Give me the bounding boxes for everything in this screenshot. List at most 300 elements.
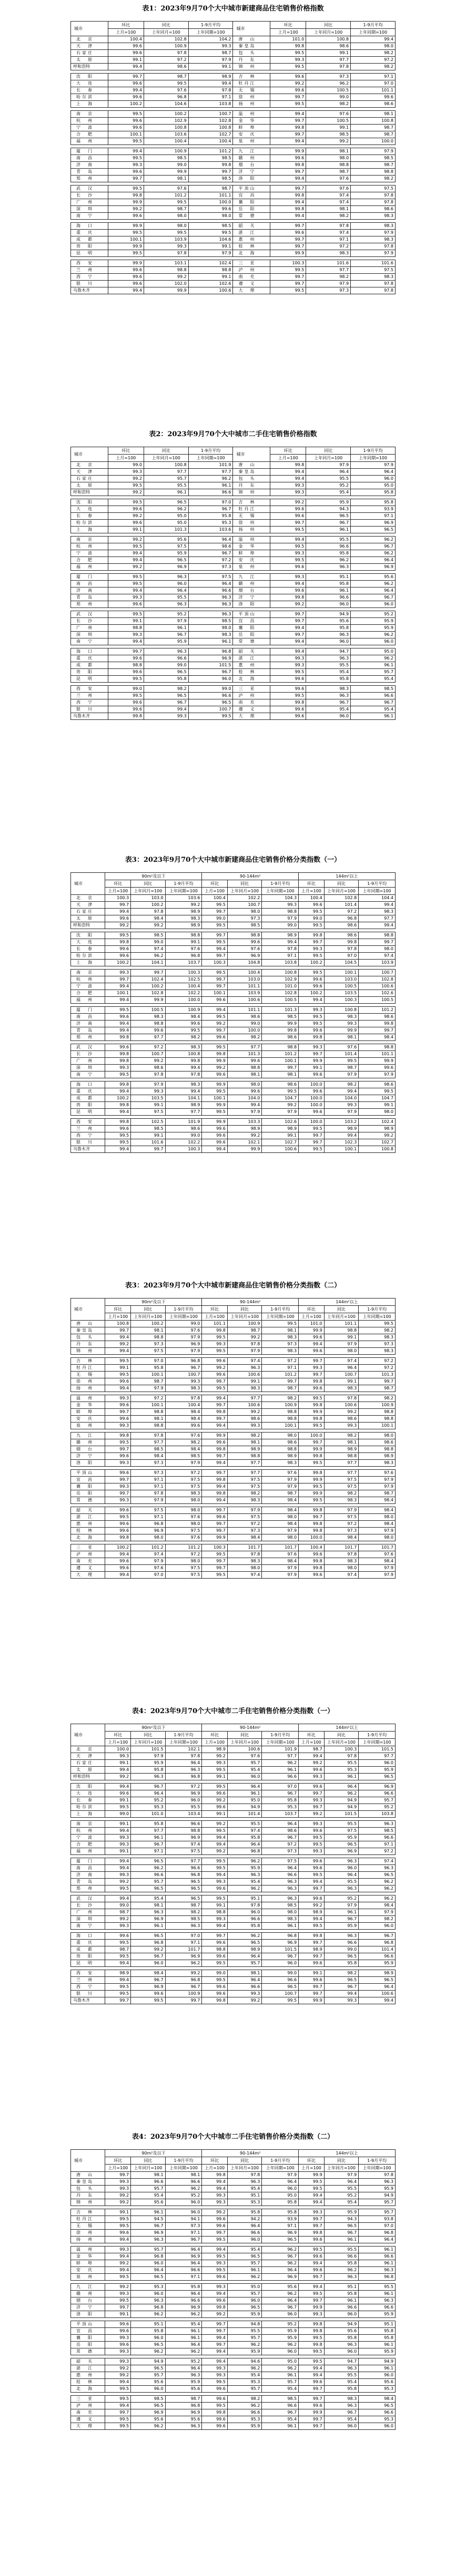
value-cell: 99.3	[299, 1797, 325, 1804]
value-cell: 99.9	[299, 1409, 325, 1416]
value-cell: 98.6	[306, 43, 351, 50]
table-row	[71, 1953, 396, 1960]
value-cell: 99.3	[105, 2247, 131, 2253]
value-cell: 99.8	[105, 1051, 131, 1058]
table-row	[71, 581, 396, 588]
city-cell: 九 江	[71, 1433, 105, 1439]
value-cell: 96.7	[188, 550, 233, 557]
value-cell: 99.1	[105, 1848, 131, 1855]
value-cell: 99.7	[270, 223, 306, 230]
value-cell: 96.5	[131, 2365, 165, 2372]
value-cell: 97.8	[324, 1395, 358, 1402]
value-cell: 96.4	[165, 2247, 202, 2253]
value-cell: 98.0	[131, 1534, 165, 1541]
value-cell: 99.3	[270, 574, 306, 581]
value-cell: 101.7	[262, 1544, 299, 1551]
value-cell: 99.5	[105, 1007, 131, 1014]
value-cell: 99.4	[359, 1997, 396, 2004]
value-cell: 96.6	[359, 2304, 396, 2311]
value-cell: 97.9	[131, 1497, 165, 1504]
value-cell: 96.3	[227, 1872, 261, 1879]
value-cell: 99.4	[202, 1872, 228, 1879]
value-cell: 97.4	[227, 1358, 261, 1365]
value-cell: 94.7	[306, 648, 351, 655]
value-cell: 100.8	[324, 1007, 358, 1014]
value-cell: 95.4	[324, 2379, 358, 2386]
city-cell: 北 海	[233, 250, 270, 257]
table-row	[71, 2192, 396, 2199]
value-cell: 95.1	[359, 2321, 396, 2328]
city-cell: 沈 阳	[71, 1784, 105, 1790]
value-cell: 99.7	[270, 632, 306, 638]
value-cell: 99.5	[270, 557, 306, 564]
value-cell: 98.8	[227, 1065, 261, 1071]
value-cell: 98.4	[262, 1521, 299, 1528]
city-cell: 烟 台	[71, 2297, 105, 2304]
value-cell: 103.5	[131, 1095, 165, 1102]
city-cell: 广 州	[71, 1909, 105, 1916]
city-cell: 宁 波	[71, 1835, 105, 1841]
value-cell: 99.5	[144, 230, 188, 236]
column-group-header-g2: 90-144m²	[202, 873, 299, 880]
value-cell: 100.3	[270, 260, 306, 267]
value-cell: 97.7	[131, 1828, 165, 1835]
value-cell: 99.4	[202, 1841, 228, 1848]
value-cell: 96.0	[351, 638, 396, 645]
value-cell: 99.6	[270, 155, 306, 162]
value-cell: 99.2	[202, 1753, 228, 1760]
city-cell: 秦皇岛	[71, 1327, 105, 1334]
value-cell: 96.2	[324, 1790, 358, 1797]
table-row	[71, 1490, 396, 1497]
value-cell: 98.4	[262, 1558, 299, 1565]
value-cell: 100.4	[108, 36, 144, 43]
value-cell: 99.6	[299, 1334, 325, 1341]
column-header-city: 城市	[71, 1724, 105, 1746]
value-cell: 99.2	[108, 476, 144, 482]
value-cell: 97.2	[188, 557, 233, 564]
value-cell: 96.3	[165, 2423, 202, 2430]
table-row	[71, 574, 396, 581]
value-cell: 99.3	[105, 1841, 131, 1848]
value-cell: 100.5	[359, 997, 396, 1004]
table-row	[71, 1821, 396, 1828]
value-cell: 98.8	[324, 1453, 358, 1460]
value-cell: 97.7	[359, 1753, 396, 1760]
city-cell: 福 州	[71, 997, 105, 1004]
value-cell: 99.4	[105, 1146, 131, 1153]
value-cell: 99.5	[359, 1088, 396, 1095]
city-cell: 沈 阳	[71, 499, 108, 506]
value-cell: 101.1	[188, 192, 233, 199]
value-cell: 97.7	[227, 1044, 261, 1051]
value-cell: 96.7	[262, 2253, 299, 2260]
city-cell: 合 肥	[71, 557, 108, 564]
city-cell: 泉 州	[71, 2274, 105, 2281]
value-cell: 96.9	[262, 1940, 299, 1946]
value-cell: 96.2	[131, 2311, 165, 2318]
value-cell: 95.5	[324, 1879, 358, 1885]
column-group-header-g3: 144m²以上	[299, 873, 396, 880]
value-cell: 95.3	[359, 2386, 396, 2393]
value-cell: 99.6	[202, 2274, 228, 2281]
value-cell: 98.0	[359, 946, 396, 953]
value-cell: 96.7	[262, 2304, 299, 2311]
value-cell: 99.4	[108, 287, 144, 294]
value-cell: 96.2	[351, 655, 396, 662]
value-cell: 99.8	[105, 1058, 131, 1065]
value-cell: 100.1	[131, 1402, 165, 1409]
value-cell: 98.4	[165, 1014, 202, 1021]
value-cell: 99.5	[108, 155, 144, 162]
value-cell: 99.8	[299, 1933, 325, 1940]
value-cell: 97.4	[227, 1572, 261, 1579]
city-cell: 南 京	[71, 537, 108, 543]
city-cell: 金 华	[233, 118, 270, 125]
value-cell: 99.7	[262, 1378, 299, 1385]
table-row	[71, 706, 396, 713]
table-row	[71, 94, 396, 101]
value-cell: 99.3	[144, 713, 188, 720]
value-cell: 99.6	[270, 588, 306, 594]
value-cell: 95.1	[306, 574, 351, 581]
value-cell: 99.9	[299, 2172, 325, 2179]
value-cell: 98.4	[359, 1558, 396, 1565]
value-cell: 96.2	[359, 1879, 396, 1885]
value-cell: 95.8	[324, 2291, 358, 2297]
value-cell: 96.2	[131, 2348, 165, 2355]
column-subheader-ytd-base: 上年同期=100	[188, 29, 233, 36]
column-subheader-mom-base: 上月=100	[105, 2165, 131, 2172]
value-cell: 98.2	[227, 2396, 261, 2403]
value-cell: 95.0	[144, 520, 188, 527]
value-cell: 96.8	[227, 1848, 261, 1855]
value-cell: 99.6	[202, 2396, 228, 2403]
value-cell: 99.7	[105, 1446, 131, 1453]
value-cell: 97.2	[359, 1358, 396, 1365]
value-cell: 99.8	[270, 125, 306, 131]
value-cell: 97.9	[306, 462, 351, 469]
value-cell: 100.8	[188, 125, 233, 131]
value-cell: 96.6	[306, 594, 351, 601]
value-cell: 99.4	[105, 1572, 131, 1579]
table-row	[71, 57, 396, 64]
value-cell: 99.7	[105, 1477, 131, 1483]
value-cell: 99.6	[299, 983, 325, 990]
city-cell: 西 宁	[71, 1132, 105, 1139]
value-cell: 99.6	[105, 1044, 131, 1051]
value-cell: 98.0	[351, 43, 396, 50]
value-cell: 99.5	[202, 902, 228, 909]
value-cell: 96.1	[359, 2247, 396, 2253]
value-cell: 96.7	[324, 2409, 358, 2416]
value-cell: 102.0	[144, 281, 188, 287]
table-row	[71, 2172, 396, 2179]
value-cell: 96.2	[324, 2267, 358, 2274]
value-cell: 99.3	[227, 1423, 261, 1429]
column-subheader-mom-base: 上月=100	[299, 888, 325, 895]
value-cell: 104.8	[227, 960, 261, 966]
value-cell: 99.5	[202, 1865, 228, 1872]
value-cell: 97.9	[351, 148, 396, 155]
table-row	[71, 1970, 396, 1977]
value-cell: 95.4	[227, 2372, 261, 2379]
value-cell: 99.8	[324, 939, 358, 946]
value-cell: 97.6	[359, 1470, 396, 1477]
value-cell: 98.9	[105, 1970, 131, 1977]
value-cell: 96.3	[359, 2267, 396, 2274]
value-cell: 102.2	[165, 990, 202, 997]
city-cell: 锦 州	[233, 64, 270, 70]
value-cell: 98.5	[188, 618, 233, 625]
value-cell: 95.8	[306, 625, 351, 632]
value-cell: 95.3	[324, 1767, 358, 1774]
value-cell: 99.9	[299, 1477, 325, 1483]
value-cell: 100.4	[299, 1544, 325, 1551]
value-cell: 99.4	[105, 909, 131, 915]
value-cell: 95.1	[324, 2284, 358, 2291]
value-cell: 94.1	[165, 2216, 202, 2223]
value-cell: 99.0	[165, 1321, 202, 1327]
value-cell: 96.1	[131, 1835, 165, 1841]
value-cell: 99.4	[202, 1483, 228, 1490]
value-cell: 95.3	[262, 1804, 299, 1811]
value-cell: 102.1	[227, 1139, 261, 1146]
value-cell: 96.4	[351, 588, 396, 594]
value-cell: 95.5	[144, 482, 188, 489]
city-cell: 海 口	[71, 648, 108, 655]
value-cell: 98.0	[144, 223, 188, 230]
value-cell: 96.7	[131, 1977, 165, 1984]
value-cell: 96.6	[262, 1774, 299, 1780]
table-row	[71, 43, 396, 50]
value-cell: 99.2	[262, 1102, 299, 1109]
table-row	[71, 537, 396, 543]
value-cell: 97.9	[324, 1071, 358, 1078]
value-cell: 99.4	[108, 87, 144, 94]
value-cell: 99.9	[108, 223, 144, 230]
city-cell: 重 庆	[71, 1088, 105, 1095]
table-row	[71, 1879, 396, 1885]
value-cell: 99.7	[202, 1528, 228, 1534]
value-cell: 95.0	[227, 1797, 261, 1804]
value-cell: 97.8	[306, 223, 351, 230]
value-cell: 99.1	[105, 1797, 131, 1804]
value-cell: 96.0	[144, 581, 188, 588]
column-header-yoy: 同比	[324, 1732, 358, 1739]
city-cell: 深 圳	[71, 632, 108, 638]
table-row	[71, 686, 396, 693]
city-cell: 西 安	[71, 260, 108, 267]
table-row	[71, 1470, 396, 1477]
value-cell: 98.1	[324, 1034, 358, 1041]
value-cell: 95.4	[227, 1767, 261, 1774]
value-cell: 99.6	[202, 1984, 228, 1991]
value-cell: 99.3	[324, 1102, 358, 1109]
value-cell: 99.1	[202, 1811, 228, 1818]
city-cell: 武 汉	[71, 186, 108, 192]
value-cell: 96.5	[144, 669, 188, 676]
value-cell: 97.9	[359, 1483, 396, 1490]
value-cell: 99.6	[105, 1528, 131, 1534]
value-cell: 96.4	[324, 1365, 358, 1372]
value-cell: 99.4	[105, 2403, 131, 2409]
value-cell: 99.7	[270, 169, 306, 176]
value-cell: 96.9	[227, 953, 261, 960]
value-cell: 99.9	[299, 1327, 325, 1334]
value-cell: 98.4	[227, 1534, 261, 1541]
value-cell: 100.8	[165, 1051, 202, 1058]
city-cell: 南 宁	[71, 638, 108, 645]
value-cell: 96.7	[131, 1953, 165, 1960]
value-cell: 96.3	[131, 2297, 165, 2304]
value-cell: 96.9	[131, 2230, 165, 2237]
value-cell: 99.5	[202, 1784, 228, 1790]
value-cell: 98.7	[188, 186, 233, 192]
value-cell: 99.5	[270, 287, 306, 294]
value-cell: 99.4	[108, 638, 144, 645]
value-cell: 103.7	[262, 1811, 299, 1818]
value-cell: 99.2	[270, 601, 306, 608]
value-cell: 99.2	[108, 206, 144, 213]
value-cell: 99.6	[299, 1828, 325, 1835]
value-cell: 99.8	[270, 699, 306, 706]
table-row	[71, 1804, 396, 1811]
column-group-header-g1: 90m²及以下	[105, 873, 202, 880]
value-cell: 99.6	[108, 520, 144, 527]
value-cell: 96.3	[359, 2179, 396, 2186]
city-cell: 烟 台	[71, 1446, 105, 1453]
value-cell: 100.4	[202, 895, 228, 902]
table-row	[71, 223, 396, 230]
value-cell: 102.8	[324, 895, 358, 902]
value-cell: 99.5	[202, 1895, 228, 1902]
city-cell: 徐 州	[71, 2230, 105, 2237]
value-cell: 95.4	[131, 2192, 165, 2199]
value-cell: 95.4	[306, 669, 351, 676]
value-cell: 100.4	[188, 138, 233, 145]
city-cell: 福 州	[71, 564, 108, 571]
value-cell: 102.5	[131, 1119, 165, 1126]
table-row	[71, 274, 396, 281]
value-cell: 99.9	[262, 1021, 299, 1027]
value-cell: 99.8	[299, 1558, 325, 1565]
value-cell: 99.2	[202, 1797, 228, 1804]
value-cell: 97.5	[188, 574, 233, 581]
value-cell: 99.5	[299, 1021, 325, 1027]
value-cell: 99.5	[108, 676, 144, 683]
value-cell: 96.2	[131, 2423, 165, 2430]
value-cell: 99.6	[105, 953, 131, 960]
value-cell: 95.5	[324, 2372, 358, 2379]
value-cell: 97.7	[359, 915, 396, 922]
table-row	[71, 662, 396, 669]
value-cell: 100.5	[262, 997, 299, 1004]
value-cell: 98.0	[324, 1565, 358, 1572]
value-cell: 95.5	[324, 2247, 358, 2253]
value-cell: 96.6	[227, 2230, 261, 2237]
value-cell: 96.7	[324, 2230, 358, 2237]
price-index-table	[70, 2149, 396, 2430]
value-cell: 96.5	[227, 1940, 261, 1946]
value-cell: 95.6	[144, 537, 188, 543]
table-row	[71, 1760, 396, 1767]
city-cell: 金 华	[71, 1402, 105, 1409]
value-cell: 99.6	[299, 2253, 325, 2260]
column-subheader-ytd-base: 上年同期=100	[351, 29, 396, 36]
value-cell: 102.4	[131, 976, 165, 983]
value-cell: 97.9	[324, 1109, 358, 1116]
value-cell: 99.3	[227, 1991, 261, 1997]
value-cell: 101.1	[324, 1321, 358, 1327]
value-cell: 99.5	[262, 1997, 299, 2004]
value-cell: 96.4	[324, 1872, 358, 1879]
value-cell: 95.1	[227, 1895, 261, 1902]
value-cell: 99.9	[299, 1058, 325, 1065]
value-cell: 99.4	[299, 2192, 325, 2199]
column-header-mom: 环比	[105, 880, 131, 888]
value-cell: 99.3	[105, 1497, 131, 1504]
value-cell: 99.7	[299, 2423, 325, 2430]
city-cell: 武 汉	[71, 1895, 105, 1902]
value-cell: 99.8	[105, 1433, 131, 1439]
value-cell: 99.5	[202, 1385, 228, 1392]
value-cell: 96.7	[359, 1933, 396, 1940]
value-cell: 99.4	[324, 1132, 358, 1139]
column-subheader-yoy-base: 上年同月=100	[131, 1739, 165, 1746]
value-cell: 99.6	[165, 1021, 202, 1027]
value-cell: 97.3	[227, 1528, 261, 1534]
value-cell: 97.8	[227, 1551, 261, 1558]
value-cell: 97.1	[359, 1841, 396, 1848]
value-cell: 95.6	[131, 2379, 165, 2386]
value-cell: 98.0	[165, 1497, 202, 1504]
value-cell: 103.6	[165, 895, 202, 902]
value-cell: 99.5	[105, 1372, 131, 1378]
value-cell: 97.9	[165, 1348, 202, 1355]
value-cell: 98.7	[227, 1327, 261, 1334]
value-cell: 96.2	[306, 557, 351, 564]
price-index-table	[70, 21, 396, 294]
value-cell: 99.7	[299, 2297, 325, 2304]
value-cell: 99.5	[105, 1953, 131, 1960]
city-cell: 温 州	[71, 1395, 105, 1402]
value-cell: 96.7	[324, 1916, 358, 1923]
value-cell: 98.5	[359, 1828, 396, 1835]
value-cell: 99.5	[131, 1997, 165, 2004]
value-cell: 95.7	[351, 669, 396, 676]
value-cell: 97.5	[165, 1483, 202, 1490]
value-cell: 99.0	[165, 1132, 202, 1139]
value-cell: 96.5	[324, 1841, 358, 1848]
table-title: 表3：2023年9月70个大中城市新建商品住宅销售价格分类指数（二）	[125, 1282, 341, 1290]
value-cell: 96.0	[188, 676, 233, 683]
value-cell: 99.3	[262, 902, 299, 909]
city-cell: 长 春	[71, 946, 105, 953]
value-cell: 97.9	[262, 1572, 299, 1579]
city-cell: 桂 林	[233, 243, 270, 250]
value-cell: 99.0	[202, 1970, 228, 1977]
value-cell: 99.1	[105, 2209, 131, 2216]
table-row	[71, 138, 396, 145]
value-cell: 97.6	[131, 1565, 165, 1572]
value-cell: 101.0	[270, 36, 306, 43]
column-subheader-mom-base: 上月=100	[108, 455, 144, 462]
value-cell: 99.4	[105, 1895, 131, 1902]
value-cell: 100.5	[131, 1007, 165, 1014]
city-cell: 韶 关	[71, 1507, 105, 1514]
value-cell: 97.9	[262, 1109, 299, 1116]
